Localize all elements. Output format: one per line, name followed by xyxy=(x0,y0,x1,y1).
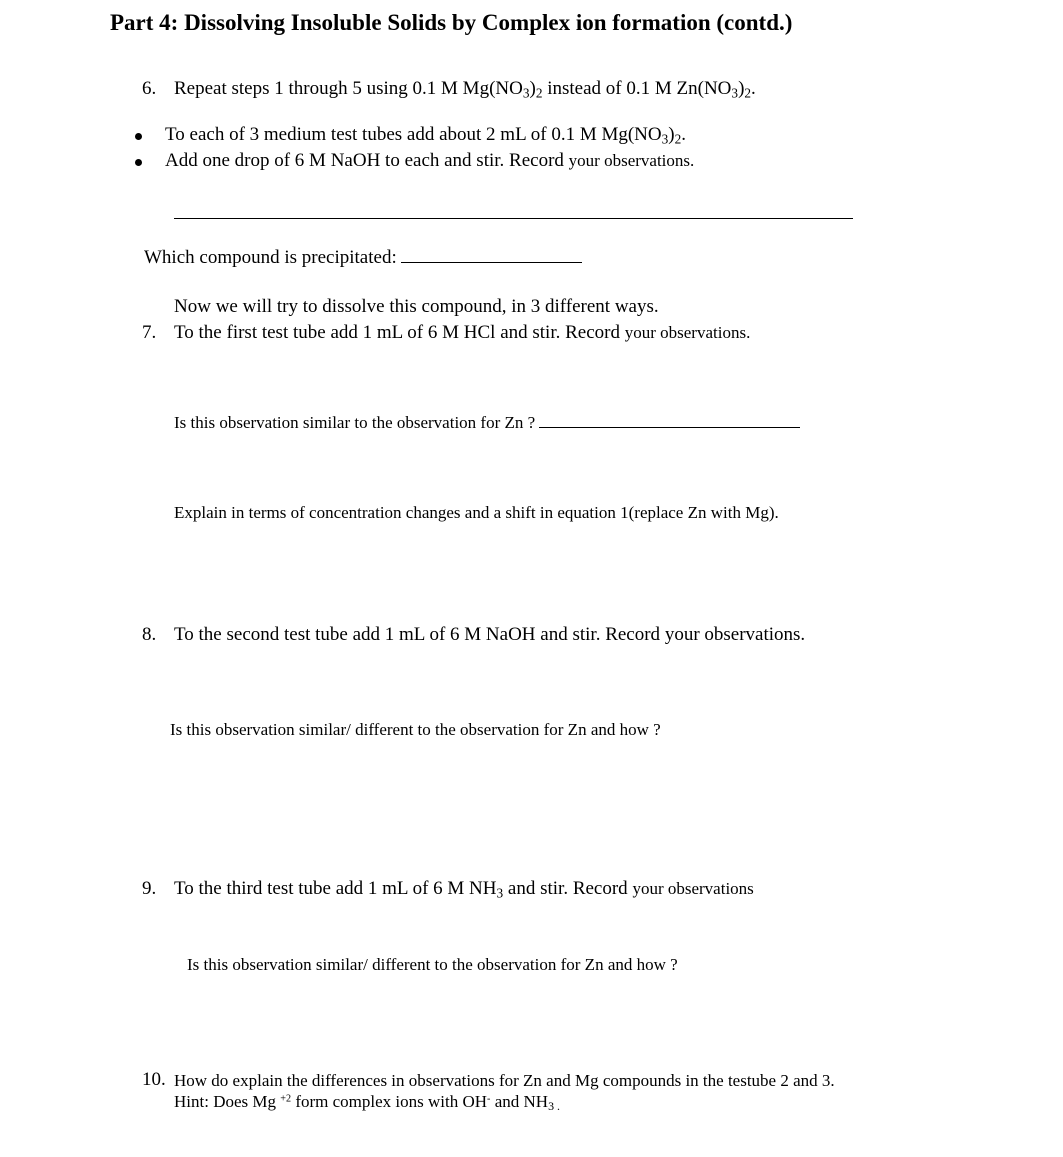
dissolve-intro-text: Now we will try to dissolve this compound, in 3 different ways. xyxy=(174,296,659,317)
step-7-explain-prompt: Explain in terms of concentration changes and a shift in equation 1(replace Zn with Mg). xyxy=(174,503,779,522)
step-8-similar-question: Is this observation similar/ different to the observation for Zn and how ? xyxy=(170,720,661,739)
step-10-question: How do explain the differences in observations for Zn and Mg compounds in the testube 2 and 3. xyxy=(174,1071,835,1090)
step-7-number: 7. xyxy=(142,322,157,343)
precipitate-answer-line[interactable] xyxy=(401,262,582,263)
page-title: Part 4: Dissolving Insoluble Solids by Complex ion formation (contd.) xyxy=(110,10,793,35)
step-6-number: 6. xyxy=(142,78,157,99)
observation-answer-line[interactable] xyxy=(174,218,853,219)
step-9-text: To the third test tube add 1 mL of 6 M $NH_3$ and stir. Record your observations xyxy=(174,878,754,901)
bullet-dot-1 xyxy=(135,133,142,140)
step-7-answer-line[interactable] xyxy=(539,427,800,428)
step-8-number: 8. xyxy=(142,624,157,645)
bullet-item-1: To each of 3 medium test tubes add about 2 mL of 0.1 M $Mg(NO_3)_2$. xyxy=(165,124,687,147)
bullet-item-2: Add one drop of 6 M NaOH to each and stir. Record your observations. xyxy=(165,150,695,171)
step-9-number: 9. xyxy=(142,878,157,899)
bullet-dot-2 xyxy=(135,159,142,166)
step-10-number: 10. xyxy=(142,1069,166,1090)
step-9-similar-question: Is this observation similar/ different to the observation for Zn and how ? xyxy=(187,955,678,974)
step-6-text: Repeat steps 1 through 5 using 0.1 M $Mg(NO_3)_2$ instead of 0.1 M $Zn(NO_3)_2$. xyxy=(174,78,756,101)
step-10-hint: Hint: Does Mg $^{+2}$ form complex ions with OH- and $NH_{3 .}$ xyxy=(174,1092,560,1113)
step-7-text: To the first test tube add 1 mL of 6 M HCl and stir. Record your observations. xyxy=(174,322,751,343)
precipitate-question: Which compound is precipitated: xyxy=(144,247,582,269)
step-7-similar-question: Is this observation similar to the observation for Zn ? xyxy=(174,413,800,433)
step-8-text: To the second test tube add 1 mL of 6 M NaOH and stir. Record your observations. xyxy=(174,624,806,645)
